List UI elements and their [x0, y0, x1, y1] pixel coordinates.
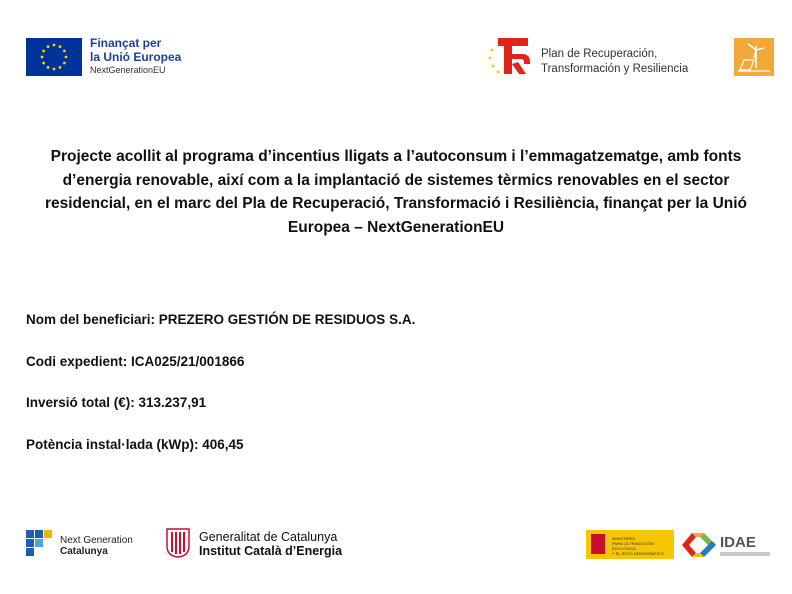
eu-flag-icon [26, 38, 82, 76]
eu-line2: la Unió Europea [90, 50, 182, 64]
installed-power: Potència instal·lada (kWp): 406,45 [26, 436, 244, 452]
generalitat-emblem-icon [166, 528, 190, 558]
cat-line2: Institut Català d’Energia [199, 544, 343, 558]
ngc-line1: Next Generation [60, 535, 133, 546]
gov-line1: MINISTERIO [612, 536, 636, 541]
spain-shield-icon [591, 534, 605, 554]
idae-subtitle-bar [720, 552, 770, 556]
project-details [26, 312, 626, 478]
eu-funding-logo-text [90, 36, 230, 77]
gov-line2: PARA LA TRANSICIÓN ECOLÓGICA [612, 541, 654, 551]
idae-label: IDAE [720, 534, 756, 551]
plan-recuperacion-logo-icon [488, 36, 534, 76]
generalitat-text [199, 530, 342, 558]
plan-recuperacion-text [541, 47, 731, 77]
beneficiary-name: Nom del beneficiari: PREZERO GESTIÓN DE RESIDUOS S.A. [26, 312, 416, 327]
gov-line3: Y EL RETO DEMOGRÁFICO [612, 551, 664, 556]
plan-line1: Plan de Recuperación, [541, 48, 658, 60]
total-investment: Inversió total (€): 313.237,91 [26, 395, 207, 410]
ngc-line2: Catalunya [60, 546, 108, 557]
eu-line1: Finançat per [90, 36, 162, 50]
cat-line1: Generalitat de Catalunya [199, 530, 338, 544]
plan-line2: Transformación y Resiliencia [541, 63, 689, 75]
next-generation-catalunya-icon [26, 530, 54, 558]
project-description-heading: Projecte acollit al programa d’incentius lligats a l’autoconsum i l’emmagatzematge, amb fonts d’energia renovable, així com a la implantació de sistemes tèrmics renovables en el sector residencial, en el marc del Pla de Recuperació, Transformació i Resiliència, finançat per la Unió Europea – NextGenerationEU [44, 148, 748, 236]
ministry-text [612, 536, 670, 556]
eu-line3: NextGenerationEU [90, 65, 166, 75]
energy-logo-icon [734, 38, 774, 76]
file-code: Codi expedient: ICA025/21/001866 [26, 353, 245, 369]
idae-logo-icon [680, 530, 718, 560]
next-generation-catalunya-text [60, 535, 133, 557]
